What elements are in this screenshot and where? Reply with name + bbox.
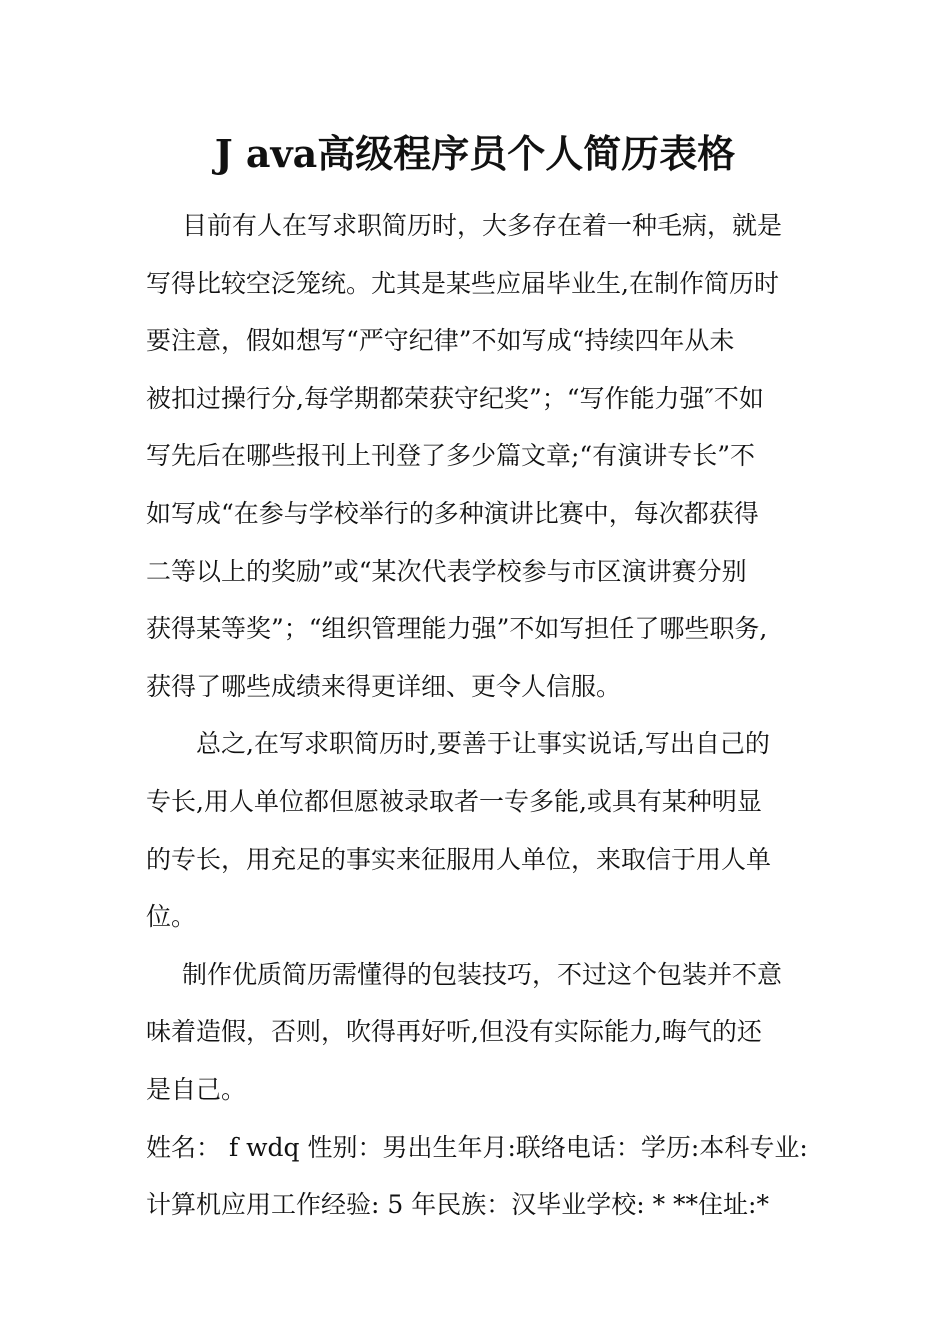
document-body bbox=[146, 197, 816, 1234]
paragraph-1-line-9: 获得了哪些成绩来得更详细、更令人信服。 bbox=[146, 671, 622, 701]
paragraph-3-line-1: 制作优质简历需懂得的包装技巧，不过这个包装并不意 bbox=[182, 959, 783, 989]
paragraph-1-line-8: 获得某等奖”；“组织管理能力强”不如写担任了哪些职务, bbox=[146, 614, 768, 644]
paragraph-2-line-2: 专长,用人单位都但愿被录取者一专多能,或具有某种明显 bbox=[146, 786, 762, 816]
paragraph-2-line-1: 总之,在写求职简历时,要善于让事实说话,写出自己的 bbox=[196, 729, 770, 759]
paragraph-1-line-5: 写先后在哪些报刊上刊登了多少篇文章;“有演讲专长”不 bbox=[146, 441, 755, 471]
paragraph-3-line-3: 是自己。 bbox=[146, 1074, 247, 1104]
paragraph-2-line-3: 的专长，用充足的事实来征服用人单位，来取信于用人单 bbox=[146, 844, 772, 874]
paragraph-1-line-1: 目前有人在写求职简历时，大多存在着一种毛病，就是 bbox=[182, 211, 783, 240]
paragraph-1-line-3: 要注意，假如想写“严守纪律”不如写成“持续四年从未 bbox=[146, 326, 735, 356]
paragraph-1-line-2: 写得比较空泛笼统。尤其是某些应届毕业生,在制作简历时 bbox=[146, 268, 779, 298]
paragraph-1-line-4: 被扣过操行分,每学期都荣获守纪奖”；“写作能力强″不如 bbox=[146, 383, 764, 413]
resume-info-line-1: 姓名： f wdq 性别：男出生年月:联络电话：学历:本科专业: bbox=[146, 1132, 808, 1162]
paragraph-1-line-7: 二等以上的奖励”或“某次代表学校参与市区演讲赛分别 bbox=[146, 556, 747, 586]
document-title: J ava高级程序员个人简历表格 bbox=[214, 131, 736, 176]
resume-info-line-2: 计算机应用工作经验: 5 年民族：汉毕业学校: * **住址:* bbox=[146, 1190, 769, 1220]
paragraph-2-line-4: 位。 bbox=[146, 902, 197, 932]
paragraph-1-line-6: 如写成“在参与学校举行的多种演讲比赛中，每次都获得 bbox=[146, 498, 759, 528]
paragraph-3-line-2: 味着造假，否则，吹得再好听,但没有实际能力,晦气的还 bbox=[146, 1017, 762, 1047]
